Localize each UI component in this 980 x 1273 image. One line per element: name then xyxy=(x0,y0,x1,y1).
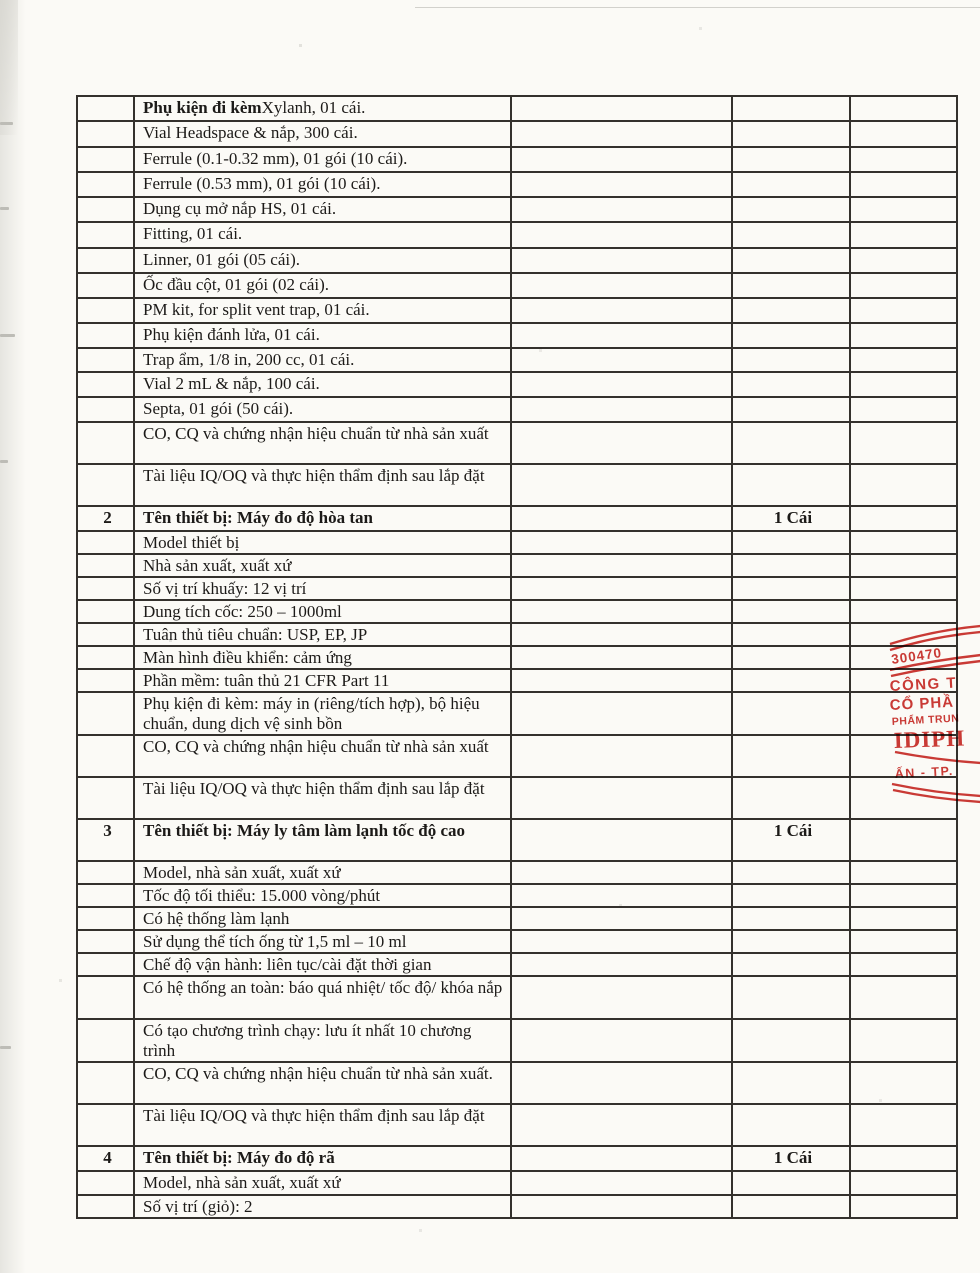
cell-quantity xyxy=(732,1104,850,1146)
description-text: Fitting, 01 cái. xyxy=(143,224,243,243)
description-text: PM kit, for split vent trap, 01 cái. xyxy=(143,300,370,319)
description-text: Ferrule (0.53 mm), 01 gói (10 cái). xyxy=(143,174,381,193)
description-text: Phụ kiện đi kèm: máy in (riêng/tích hợp), bộ hiệu chuẩn, dung dịch vệ sinh bồn xyxy=(143,694,480,733)
cell-quantity xyxy=(732,372,850,397)
description-text: CO, CQ và chứng nhận hiệu chuẩn từ nhà sản xuất. xyxy=(143,1064,493,1083)
description-text: Dụng cụ mở nắp HS, 01 cái. xyxy=(143,199,337,218)
description-text: Linner, 01 gói (05 cái). xyxy=(143,250,300,269)
cell-empty-spec xyxy=(511,422,732,464)
cell-empty-note xyxy=(850,907,957,930)
cell-quantity xyxy=(732,397,850,422)
table-row xyxy=(77,372,957,397)
cell-quantity xyxy=(732,692,850,735)
cell-empty-spec xyxy=(511,646,732,669)
cell-row-number xyxy=(77,554,134,577)
cell-empty-note xyxy=(850,464,957,506)
cell-description xyxy=(134,819,511,861)
scan-artifact-tick xyxy=(0,122,13,125)
cell-empty-note xyxy=(850,172,957,197)
table-row xyxy=(77,506,957,531)
cell-empty-spec xyxy=(511,623,732,646)
cell-quantity xyxy=(732,1195,850,1218)
cell-row-number xyxy=(77,222,134,248)
row-number: 3 xyxy=(103,821,112,840)
description-text: Xylanh, 01 cái. xyxy=(261,98,366,117)
cell-description xyxy=(134,1195,511,1218)
table-row xyxy=(77,1019,957,1062)
description-text: Model thiết bị xyxy=(143,533,240,552)
scan-corner-shade xyxy=(0,0,18,135)
cell-quantity xyxy=(732,1146,850,1171)
cell-description xyxy=(134,1062,511,1104)
cell-row-number xyxy=(77,1171,134,1195)
cell-empty-spec xyxy=(511,1146,732,1171)
table-row xyxy=(77,554,957,577)
cell-quantity xyxy=(732,464,850,506)
cell-description xyxy=(134,464,511,506)
cell-empty-note xyxy=(850,976,957,1019)
cell-quantity xyxy=(732,121,850,147)
scan-noise xyxy=(0,0,1,1)
cell-empty-spec xyxy=(511,1019,732,1062)
table-row xyxy=(77,197,957,222)
row-number: 4 xyxy=(103,1148,112,1167)
cell-quantity xyxy=(732,506,850,531)
cell-description xyxy=(134,96,511,121)
cell-empty-note xyxy=(850,577,957,600)
cell-empty-spec xyxy=(511,976,732,1019)
table-row xyxy=(77,577,957,600)
cell-row-number xyxy=(77,861,134,884)
table-row xyxy=(77,777,957,819)
cell-empty-note xyxy=(850,884,957,907)
cell-empty-spec xyxy=(511,819,732,861)
cell-empty-spec xyxy=(511,372,732,397)
cell-empty-note xyxy=(850,554,957,577)
cell-empty-spec xyxy=(511,1062,732,1104)
cell-row-number xyxy=(77,600,134,623)
description-text: Số vị trí (giỏ): 2 xyxy=(143,1197,253,1216)
cell-description xyxy=(134,623,511,646)
table-row xyxy=(77,646,957,669)
cell-empty-spec xyxy=(511,692,732,735)
cell-empty-spec xyxy=(511,577,732,600)
cell-quantity xyxy=(732,273,850,298)
cell-empty-spec xyxy=(511,1171,732,1195)
cell-description xyxy=(134,692,511,735)
description-text: Trap ẩm, 1/8 in, 200 cc, 01 cái. xyxy=(143,350,355,369)
table-row xyxy=(77,298,957,323)
cell-quantity xyxy=(732,907,850,930)
description-text: Phần mềm: tuân thủ 21 CFR Part 11 xyxy=(143,671,390,690)
cell-row-number xyxy=(77,819,134,861)
table-row xyxy=(77,907,957,930)
cell-row-number xyxy=(77,348,134,372)
table-row xyxy=(77,147,957,172)
cell-empty-spec xyxy=(511,506,732,531)
cell-description xyxy=(134,1104,511,1146)
table-row xyxy=(77,348,957,372)
cell-empty-note xyxy=(850,222,957,248)
cell-empty-note xyxy=(850,1171,957,1195)
cell-quantity xyxy=(732,531,850,554)
cell-empty-note xyxy=(850,930,957,953)
cell-quantity xyxy=(732,930,850,953)
cell-empty-spec xyxy=(511,147,732,172)
cell-empty-note xyxy=(850,348,957,372)
cell-quantity xyxy=(732,884,850,907)
table-row xyxy=(77,172,957,197)
cell-empty-note xyxy=(850,1019,957,1062)
cell-empty-note xyxy=(850,600,957,623)
cell-row-number xyxy=(77,646,134,669)
cell-description xyxy=(134,884,511,907)
cell-description xyxy=(134,397,511,422)
cell-row-number xyxy=(77,884,134,907)
cell-description xyxy=(134,1146,511,1171)
table-row xyxy=(77,735,957,777)
cell-empty-spec xyxy=(511,348,732,372)
cell-empty-note xyxy=(850,1146,957,1171)
cell-quantity xyxy=(732,669,850,692)
cell-description xyxy=(134,1171,511,1195)
description-text: Dung tích cốc: 250 – 1000ml xyxy=(143,602,342,621)
description-text: Số vị trí khuấy: 12 vị trí xyxy=(143,579,307,598)
cell-quantity xyxy=(732,147,850,172)
cell-description xyxy=(134,953,511,976)
description-text: Ferrule (0.1-0.32 mm), 01 gói (10 cái). xyxy=(143,149,408,168)
table-row xyxy=(77,531,957,554)
cell-row-number xyxy=(77,692,134,735)
table-row xyxy=(77,1171,957,1195)
cell-row-number xyxy=(77,273,134,298)
cell-description xyxy=(134,197,511,222)
cell-row-number xyxy=(77,372,134,397)
row-number: 2 xyxy=(103,508,112,527)
description-text: CO, CQ và chứng nhận hiệu chuẩn từ nhà sản xuất xyxy=(143,737,489,756)
description-text: CO, CQ và chứng nhận hiệu chuẩn từ nhà sản xuất xyxy=(143,424,489,443)
cell-description xyxy=(134,348,511,372)
cell-description xyxy=(134,422,511,464)
cell-description xyxy=(134,554,511,577)
cell-empty-note xyxy=(850,298,957,323)
cell-row-number xyxy=(77,464,134,506)
cell-row-number xyxy=(77,172,134,197)
cell-empty-spec xyxy=(511,323,732,348)
cell-row-number xyxy=(77,197,134,222)
cell-description xyxy=(134,861,511,884)
table-row xyxy=(77,600,957,623)
table-row xyxy=(77,819,957,861)
cell-empty-note xyxy=(850,96,957,121)
description-text: Vial 2 mL & nắp, 100 cái. xyxy=(143,374,320,393)
cell-quantity xyxy=(732,819,850,861)
cell-quantity xyxy=(732,298,850,323)
cell-quantity xyxy=(732,777,850,819)
scan-artifact-tick xyxy=(0,334,15,337)
cell-empty-spec xyxy=(511,777,732,819)
description-text: Có hệ thống làm lạnh xyxy=(143,909,290,928)
cell-row-number xyxy=(77,1104,134,1146)
description-text: Model, nhà sản xuất, xuất xứ xyxy=(143,1173,341,1192)
cell-empty-spec xyxy=(511,248,732,273)
table-row xyxy=(77,464,957,506)
cell-quantity xyxy=(732,1062,850,1104)
cell-quantity xyxy=(732,248,850,273)
cell-row-number xyxy=(77,147,134,172)
cell-empty-spec xyxy=(511,121,732,147)
cell-description xyxy=(134,735,511,777)
table-row xyxy=(77,422,957,464)
table-row xyxy=(77,861,957,884)
description-text: Nhà sản xuất, xuất xứ xyxy=(143,556,292,575)
cell-description xyxy=(134,506,511,531)
cell-empty-spec xyxy=(511,554,732,577)
cell-empty-spec xyxy=(511,222,732,248)
table-row xyxy=(77,930,957,953)
cell-row-number xyxy=(77,1146,134,1171)
description-text: Ốc đầu cột, 01 gói (02 cái). xyxy=(143,275,329,294)
cell-row-number xyxy=(77,1062,134,1104)
cell-empty-note xyxy=(850,323,957,348)
cell-description xyxy=(134,273,511,298)
cell-row-number xyxy=(77,1019,134,1062)
cell-empty-spec xyxy=(511,531,732,554)
description-text: Model, nhà sản xuất, xuất xứ xyxy=(143,863,341,882)
cell-description xyxy=(134,600,511,623)
cell-row-number xyxy=(77,397,134,422)
description-text: Có hệ thống an toàn: báo quá nhiệt/ tốc độ/ khóa nắp xyxy=(143,978,503,997)
description-text: Chế độ vận hành: liên tục/cài đặt thời gian xyxy=(143,955,432,974)
seal-company-text: PHẨM TRUN xyxy=(891,712,960,728)
cell-empty-note xyxy=(850,1195,957,1218)
cell-empty-spec xyxy=(511,861,732,884)
cell-empty-note xyxy=(850,531,957,554)
table-row xyxy=(77,1104,957,1146)
quantity-text: 1 Cái xyxy=(773,1148,813,1167)
cell-empty-note xyxy=(850,121,957,147)
scan-artifact-tick xyxy=(0,1046,11,1049)
table-row xyxy=(77,669,957,692)
cell-description xyxy=(134,222,511,248)
scan-artifact-tick xyxy=(0,207,9,210)
cell-empty-note xyxy=(850,397,957,422)
description-text: Sử dụng thể tích ống từ 1,5 ml – 10 ml xyxy=(143,932,407,951)
cell-empty-spec xyxy=(511,669,732,692)
description-text: Tuân thủ tiêu chuẩn: USP, EP, JP xyxy=(143,625,368,644)
cell-description xyxy=(134,248,511,273)
cell-quantity xyxy=(732,1171,850,1195)
table-row xyxy=(77,121,957,147)
table-row xyxy=(77,1146,957,1171)
cell-empty-spec xyxy=(511,464,732,506)
cell-row-number xyxy=(77,953,134,976)
cell-empty-spec xyxy=(511,600,732,623)
cell-description xyxy=(134,531,511,554)
scan-edge-shadow xyxy=(0,0,26,1273)
cell-quantity xyxy=(732,577,850,600)
cell-empty-spec xyxy=(511,930,732,953)
cell-row-number xyxy=(77,623,134,646)
table-row xyxy=(77,884,957,907)
description-text: Septa, 01 gói (50 cái). xyxy=(143,399,294,418)
cell-row-number xyxy=(77,248,134,273)
description-text: Tài liệu IQ/OQ và thực hiện thẩm định sau lắp đặt xyxy=(143,466,485,485)
table-row xyxy=(77,1195,957,1218)
table-row xyxy=(77,953,957,976)
scan-artifact-tick xyxy=(0,460,8,463)
cell-row-number xyxy=(77,976,134,1019)
cell-description xyxy=(134,907,511,930)
cell-description xyxy=(134,669,511,692)
cell-empty-note xyxy=(850,1104,957,1146)
cell-empty-spec xyxy=(511,397,732,422)
cell-empty-spec xyxy=(511,1195,732,1218)
cell-row-number xyxy=(77,422,134,464)
cell-description xyxy=(134,372,511,397)
cell-row-number xyxy=(77,577,134,600)
table-row xyxy=(77,397,957,422)
seal-brand-text: IDIPH xyxy=(893,725,966,753)
cell-row-number xyxy=(77,777,134,819)
cell-empty-note xyxy=(850,248,957,273)
cell-description xyxy=(134,121,511,147)
cell-empty-spec xyxy=(511,172,732,197)
table-row xyxy=(77,623,957,646)
table-row xyxy=(77,692,957,735)
cell-quantity xyxy=(732,172,850,197)
cell-quantity xyxy=(732,197,850,222)
cell-empty-note xyxy=(850,1062,957,1104)
cell-quantity xyxy=(732,1019,850,1062)
cell-row-number xyxy=(77,96,134,121)
cell-quantity xyxy=(732,600,850,623)
description-text: Tên thiết bị: Máy ly tâm làm lạnh tốc độ cao xyxy=(143,821,466,840)
description-text: Tên thiết bị: Máy đo độ hòa tan xyxy=(143,508,373,527)
seal-ring-bottom-text: ẤN - TP. xyxy=(894,763,955,781)
cell-quantity xyxy=(732,554,850,577)
table-row xyxy=(77,96,957,121)
cell-description xyxy=(134,976,511,1019)
cell-row-number xyxy=(77,121,134,147)
cell-quantity xyxy=(732,96,850,121)
table-row xyxy=(77,976,957,1019)
equipment-spec-table xyxy=(76,95,958,1219)
description-text: Có tạo chương trình chạy: lưu ít nhất 10 chương trình xyxy=(143,1021,472,1060)
table-row xyxy=(77,273,957,298)
table-row xyxy=(77,222,957,248)
cell-empty-note xyxy=(850,953,957,976)
cell-empty-spec xyxy=(511,1104,732,1146)
seal-company-text: CÔNG T xyxy=(889,674,958,695)
cell-empty-spec xyxy=(511,907,732,930)
cell-empty-spec xyxy=(511,884,732,907)
description-text: Tốc độ tối thiểu: 15.000 vòng/phút xyxy=(143,886,381,905)
cell-row-number xyxy=(77,1195,134,1218)
cell-quantity xyxy=(732,646,850,669)
cell-quantity xyxy=(732,422,850,464)
cell-empty-note xyxy=(850,819,957,861)
cell-description xyxy=(134,323,511,348)
cell-row-number xyxy=(77,506,134,531)
description-text: Vial Headspace & nắp, 300 cái. xyxy=(143,123,358,142)
cell-empty-note xyxy=(850,273,957,298)
cell-empty-note xyxy=(850,506,957,531)
seal-company-text: CỔ PHẦ xyxy=(889,693,955,714)
cell-description xyxy=(134,298,511,323)
cell-row-number xyxy=(77,930,134,953)
cell-empty-note xyxy=(850,372,957,397)
cell-row-number xyxy=(77,298,134,323)
seal-ring-top-text: 300470 xyxy=(890,645,943,667)
cell-description xyxy=(134,147,511,172)
description-text: Phụ kiện đánh lửa, 01 cái. xyxy=(143,325,320,344)
cell-description xyxy=(134,577,511,600)
cell-quantity xyxy=(732,953,850,976)
cell-quantity xyxy=(732,222,850,248)
description-bold-text: Phụ kiện đi kèm xyxy=(143,98,262,117)
table-row xyxy=(77,1062,957,1104)
cell-description xyxy=(134,172,511,197)
cell-row-number xyxy=(77,669,134,692)
cell-description xyxy=(134,777,511,819)
company-seal-stamp xyxy=(889,624,980,810)
description-text: Tên thiết bị: Máy đo độ rã xyxy=(143,1148,335,1167)
quantity-text: 1 Cái xyxy=(773,508,813,527)
cell-row-number xyxy=(77,907,134,930)
cell-quantity xyxy=(732,348,850,372)
cell-quantity xyxy=(732,323,850,348)
cell-empty-spec xyxy=(511,273,732,298)
cell-quantity xyxy=(732,623,850,646)
scan-artifact-line xyxy=(415,7,980,8)
cell-empty-spec xyxy=(511,953,732,976)
cell-empty-note xyxy=(850,197,957,222)
cell-quantity xyxy=(732,861,850,884)
cell-empty-spec xyxy=(511,96,732,121)
cell-empty-note xyxy=(850,861,957,884)
cell-empty-note xyxy=(850,422,957,464)
cell-empty-spec xyxy=(511,735,732,777)
cell-row-number xyxy=(77,735,134,777)
description-text: Tài liệu IQ/OQ và thực hiện thẩm định sau lắp đặt xyxy=(143,779,485,798)
cell-empty-spec xyxy=(511,197,732,222)
quantity-text: 1 Cái xyxy=(773,821,813,840)
cell-row-number xyxy=(77,323,134,348)
cell-empty-spec xyxy=(511,298,732,323)
cell-row-number xyxy=(77,531,134,554)
description-text: Tài liệu IQ/OQ và thực hiện thẩm định sau lắp đặt xyxy=(143,1106,485,1125)
cell-quantity xyxy=(732,735,850,777)
description-text: Màn hình điều khiển: cảm ứng xyxy=(143,648,352,667)
table-row xyxy=(77,248,957,273)
cell-empty-note xyxy=(850,147,957,172)
cell-description xyxy=(134,1019,511,1062)
cell-description xyxy=(134,930,511,953)
cell-quantity xyxy=(732,976,850,1019)
cell-description xyxy=(134,646,511,669)
table-row xyxy=(77,323,957,348)
